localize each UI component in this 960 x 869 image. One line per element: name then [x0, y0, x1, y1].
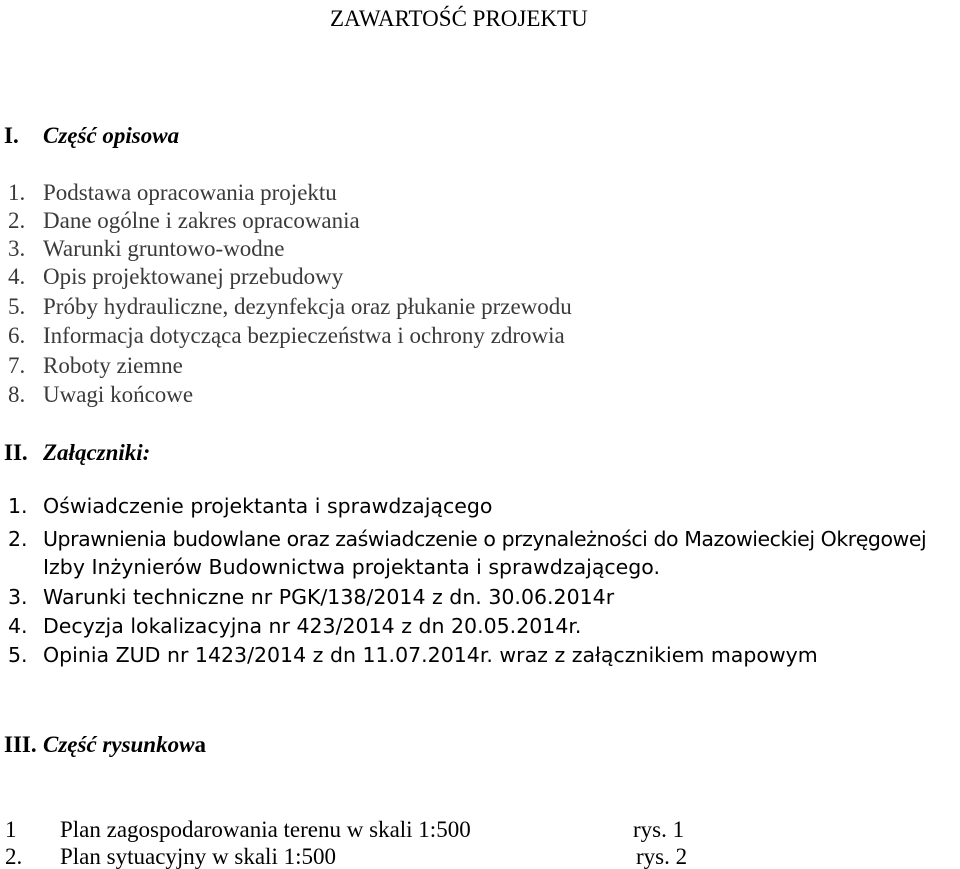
list-item: Decyzja lokalizacyjna nr 423/2014 z dn 20.05.2014r.	[43, 614, 582, 638]
list-item: Plan sytuacyjny w skali 1:500	[60, 844, 336, 869]
list-item: Opinia ZUD nr 1423/2014 z dn 11.07.2014r. wraz z załącznikiem mapowym	[43, 643, 818, 667]
section-2-title: Załączniki:	[43, 440, 151, 465]
list-item-number: 4.	[8, 614, 28, 638]
list-item: Uwagi końcowe	[43, 382, 194, 407]
list-item: Dane ogólne i zakres opracowania	[43, 208, 360, 233]
list-item-number: 1.	[8, 494, 28, 518]
list-item-number: 7.	[8, 353, 26, 378]
list-item: Próby hydrauliczne, dezynfekcja oraz płukanie przewodu	[43, 294, 572, 319]
section-3-title-tail: a	[194, 732, 206, 757]
list-item-number: 2.	[8, 208, 26, 233]
list-item: Roboty ziemne	[43, 353, 183, 378]
list-item-number: 2.	[8, 527, 28, 551]
section-3-title-wrapper	[43, 733, 206, 756]
list-item-number: 6.	[8, 323, 26, 348]
list-item: Informacja dotycząca bezpieczeństwa i ochrony zdrowia	[43, 323, 565, 348]
list-item-number: 5.	[8, 294, 26, 319]
list-item: Uprawnienia budowlane oraz zaświadczenie o przynależności do Mazowieckiej Okręgowej	[43, 527, 927, 551]
list-item: Opis projektowanej przebudowy	[43, 264, 344, 289]
list-item: Plan zagospodarowania terenu w skali 1:500	[60, 817, 471, 842]
list-item-number: 1	[5, 817, 17, 842]
list-item-number: 2.	[5, 844, 23, 869]
list-item-number: 1.	[8, 180, 26, 205]
drawing-ref: rys. 1	[633, 817, 685, 842]
list-item-number: 4.	[8, 264, 26, 289]
list-item: Podstawa opracowania projektu	[43, 180, 337, 205]
section-3-title: Część rysunkow	[43, 732, 195, 757]
list-item: Warunki techniczne nr PGK/138/2014 z dn. 30.06.2014r	[43, 585, 615, 609]
section-1-title: Część opisowa	[43, 123, 180, 148]
page-title: ZAWARTOŚĆ PROJEKTU	[330, 6, 588, 31]
section-1-number: I.	[4, 123, 19, 148]
list-item: Oświadczenie projektanta i sprawdzającego	[43, 494, 493, 518]
list-item-number: 5.	[8, 643, 28, 667]
list-item: Warunki gruntowo-wodne	[43, 236, 285, 261]
section-2-number: II.	[4, 440, 28, 465]
drawing-ref: rys. 2	[636, 844, 688, 869]
section-3-number: III.	[4, 732, 37, 757]
list-item-continuation: Izby Inżynierów Budownictwa projektanta i sprawdzającego.	[43, 555, 660, 579]
list-item-number: 8.	[8, 382, 26, 407]
list-item-number: 3.	[8, 585, 28, 609]
list-item-number: 3.	[8, 236, 26, 261]
